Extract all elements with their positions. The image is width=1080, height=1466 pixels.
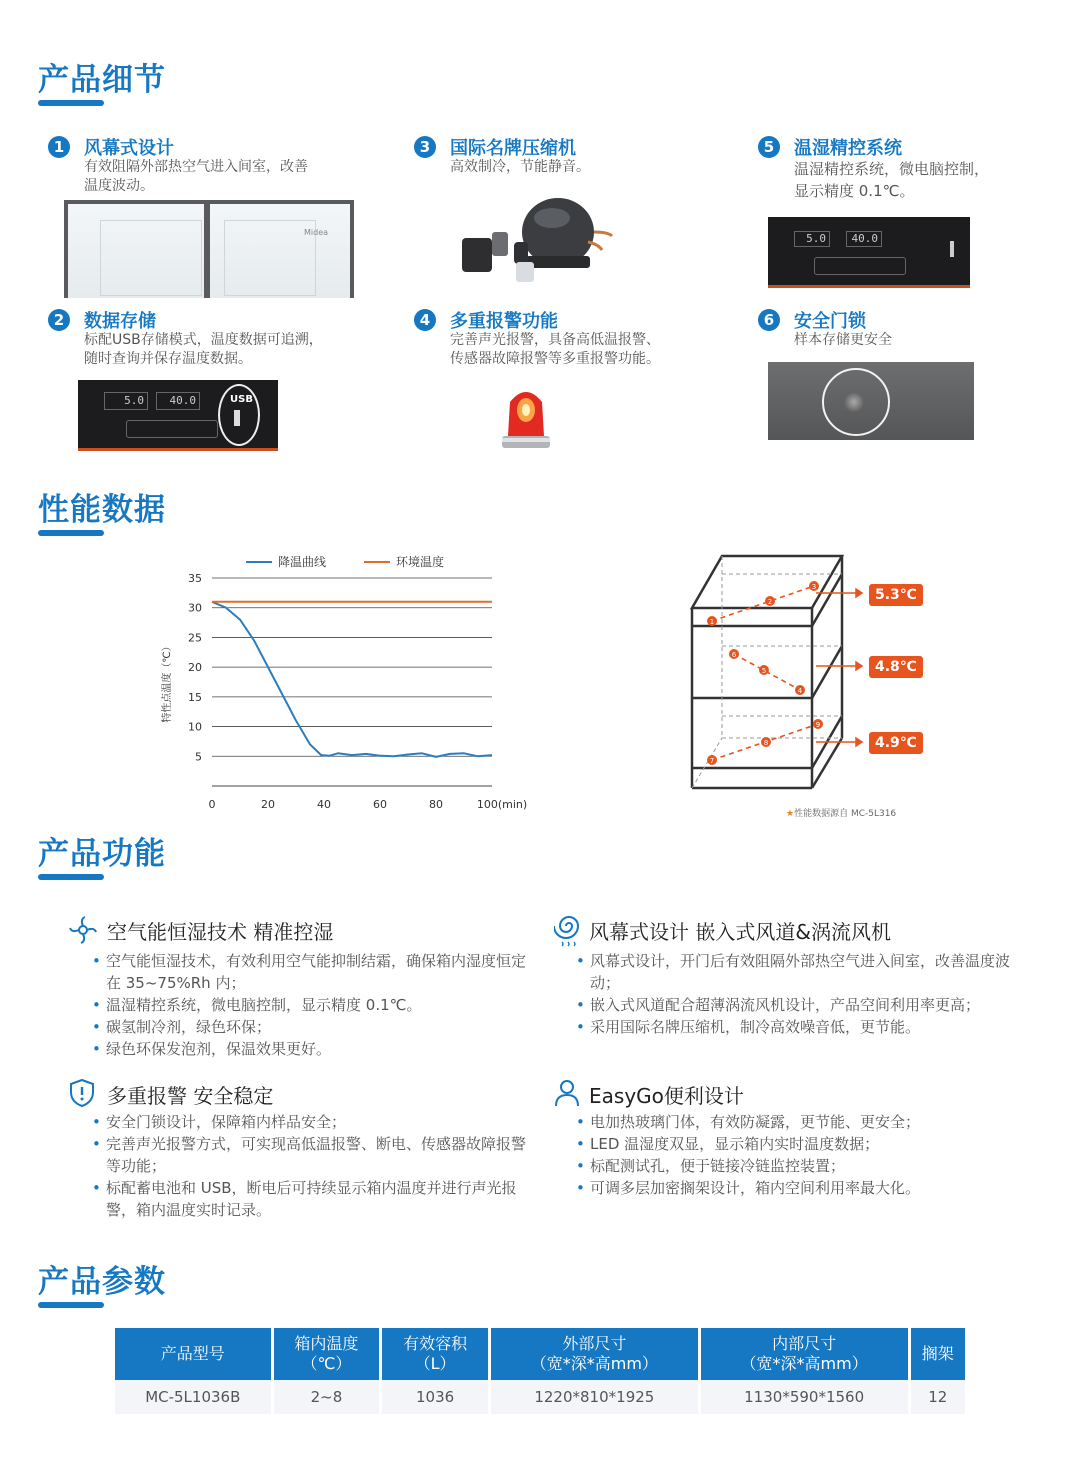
list-item: • 安全门锁设计，保障箱内样品安全； (92, 1111, 528, 1133)
temp-tag-top: 5.3℃ (869, 584, 923, 606)
list-item: • LED 温湿度双显，显示箱内实时温度数据； (576, 1133, 1026, 1155)
feature-desc: 样本存储更安全 (794, 332, 892, 348)
header-volume: 有效容积 （L） (382, 1328, 488, 1380)
section-title-params: 产品参数 (38, 1264, 166, 1300)
measurement-point-label: 1 (709, 618, 715, 626)
feature-title: 国际名牌压缩机 (450, 138, 576, 159)
list-item: • 电加热玻璃门体，有效防凝露，更节能、更安全； (576, 1111, 1026, 1133)
control-panel-usb-image (78, 380, 278, 451)
function-title: EasyGo便利设计 (589, 1084, 744, 1108)
humidity-display: 40.0 (846, 231, 882, 247)
list-item: • 碳氢制冷剂，绿色环保； (92, 1016, 532, 1038)
feature-title: 数据存储 (84, 311, 156, 332)
function-list (92, 950, 532, 1060)
feature-desc: 有效阻隔外部热空气进入间室，改善 温度波动。 (84, 159, 308, 194)
feature-number: 1 (48, 136, 70, 158)
list-item: • 采用国际名牌压缩机，制冷高效噪音低，更节能。 (576, 1016, 1026, 1038)
measurement-point-label: 4 (797, 687, 803, 695)
feature-number: 6 (758, 309, 780, 331)
cell-volume: 1036 (382, 1380, 488, 1414)
params-table (112, 1328, 968, 1414)
alarm-light-icon (496, 380, 556, 454)
header-internal-size: 内部尺寸 （宽*深*高mm） (701, 1328, 908, 1380)
humidity-display: 40.0 (156, 392, 200, 410)
cell-external-size: 1220*810*1925 (491, 1380, 698, 1414)
header-temperature: 箱内温度 （℃） (274, 1328, 380, 1380)
x-tick-label: 80 (429, 798, 443, 810)
function-title: 风幕式设计 嵌入式风道&涡流风机 (589, 920, 891, 944)
x-tick-label: 20 (261, 798, 275, 810)
feature-title: 温湿精控系统 (794, 138, 902, 159)
x-tick-label: 100(min) (476, 798, 528, 810)
cooling-curve-chart (150, 548, 530, 810)
y-tick-label: 20 (188, 661, 202, 675)
star-icon: ★ (786, 809, 795, 819)
temp-tag-bottom: 4.9℃ (869, 732, 923, 754)
temp-display: 5.0 (794, 231, 830, 247)
feature-desc: 标配USB存储模式，温度数据可追溯， 随时查询并保存温度数据。 (84, 332, 323, 367)
list-item: • 温湿精控系统，微电脑控制，显示精度 0.1℃。 (92, 994, 532, 1016)
list-item: • 风幕式设计，开门后有效阻隔外部热空气进入间室，改善温度波动； (576, 950, 1026, 994)
measurement-point-label: 5 (761, 667, 767, 675)
y-tick-label: 5 (195, 750, 202, 764)
function-list (576, 950, 1026, 1038)
y-tick-label: 10 (188, 720, 202, 734)
cell-model: MC-5L1036B (115, 1380, 271, 1414)
shield-icon (68, 1078, 96, 1108)
air-humidity-icon (68, 915, 98, 945)
list-item: • 可调多层加密搁架设计，箱内空间利用率最大化。 (576, 1177, 1026, 1199)
measurement-point-label: 8 (763, 739, 769, 747)
header-model: 产品型号 (115, 1328, 271, 1380)
list-item: • 空气能恒湿技术，有效利用空气能抑制结霜，确保箱内湿度恒定在 35~75%Rh 内； (92, 950, 532, 994)
feature-number: 3 (414, 136, 436, 158)
section-underline (38, 530, 104, 536)
function-list (92, 1111, 528, 1221)
cell-internal-size: 1130*590*1560 (701, 1380, 908, 1414)
feature-desc: 温湿精控系统，微电脑控制， 显示精度 0.1℃。 (794, 160, 990, 200)
section-underline (38, 874, 104, 880)
y-tick-label: 15 (188, 690, 202, 704)
control-panel-image (768, 217, 970, 288)
usb-port-icon (234, 410, 240, 426)
legend-label: 环境温度 (396, 555, 445, 569)
list-item: • 标配测试孔，便于链接冷链监控装置； (576, 1155, 1026, 1177)
measurement-point-label: 7 (709, 757, 715, 765)
temp-tag-middle: 4.8℃ (869, 656, 923, 678)
vortex-fan-icon (554, 912, 584, 948)
feature-desc: 高效制冷，节能静音。 (450, 159, 590, 175)
temp-display: 5.0 (104, 392, 148, 410)
x-tick-label: 60 (373, 798, 387, 810)
user-icon (554, 1078, 580, 1108)
section-title-details: 产品细节 (38, 62, 166, 98)
x-tick-label: 0 (208, 798, 216, 810)
function-list (576, 1111, 1026, 1199)
feature-number: 4 (414, 309, 436, 331)
brand-logo: Midea (304, 228, 329, 237)
y-axis-label: 特性点温度（℃） (162, 641, 173, 723)
y-tick-label: 35 (188, 572, 202, 585)
measurement-point-label: 2 (767, 598, 773, 606)
fridge-door-image (64, 200, 354, 298)
compressor-image (456, 192, 616, 292)
feature-number: 5 (758, 136, 780, 158)
measurement-point-label: 3 (811, 583, 817, 591)
measurement-point-label: 6 (731, 651, 737, 659)
cell-shelves: 12 (911, 1380, 965, 1414)
measurement-point-label: 9 (815, 721, 821, 729)
feature-number: 2 (48, 309, 70, 331)
feature-desc: 完善声光报警，具备高低温报警、 传感器故障报警等多重报警功能。 (450, 332, 660, 367)
y-tick-label: 25 (188, 631, 202, 645)
table-header-row (115, 1328, 965, 1380)
table-row (115, 1380, 965, 1414)
feature-title: 风幕式设计 (84, 138, 174, 159)
section-underline (38, 100, 104, 106)
feature-title: 安全门锁 (794, 311, 866, 332)
feature-title: 多重报警功能 (450, 311, 558, 332)
section-title-performance: 性能数据 (38, 492, 166, 528)
header-external-size: 外部尺寸 （宽*深*高mm） (491, 1328, 698, 1380)
section-underline (38, 1302, 104, 1308)
usb-label: USB (230, 394, 253, 405)
function-title: 空气能恒湿技术 精准控湿 (107, 920, 334, 944)
list-item: • 标配蓄电池和 USB，断电后可持续显示箱内温度并进行声光报警，箱内温度实时记录。 (92, 1177, 528, 1221)
door-lock-image (768, 362, 974, 440)
function-title: 多重报警 安全稳定 (107, 1084, 274, 1108)
series-line-1 (212, 602, 492, 757)
list-item: • 绿色环保发泡剂，保温效果更好。 (92, 1038, 532, 1060)
legend-label: 降温曲线 (278, 555, 327, 569)
list-item: • 完善声光报警方式，可实现高低温报警、断电、传感器故障报警等功能； (92, 1133, 528, 1177)
y-tick-label: 30 (188, 601, 202, 615)
x-tick-label: 40 (317, 798, 331, 810)
data-source-note: ★性能数据源自 MC-5L316 (786, 809, 897, 819)
list-item: • 嵌入式风道配合超薄涡流风机设计，产品空间利用率更高； (576, 994, 1026, 1016)
section-title-functions: 产品功能 (38, 836, 166, 872)
cell-temperature: 2~8 (274, 1380, 380, 1414)
header-shelves: 搁架 (911, 1328, 965, 1380)
